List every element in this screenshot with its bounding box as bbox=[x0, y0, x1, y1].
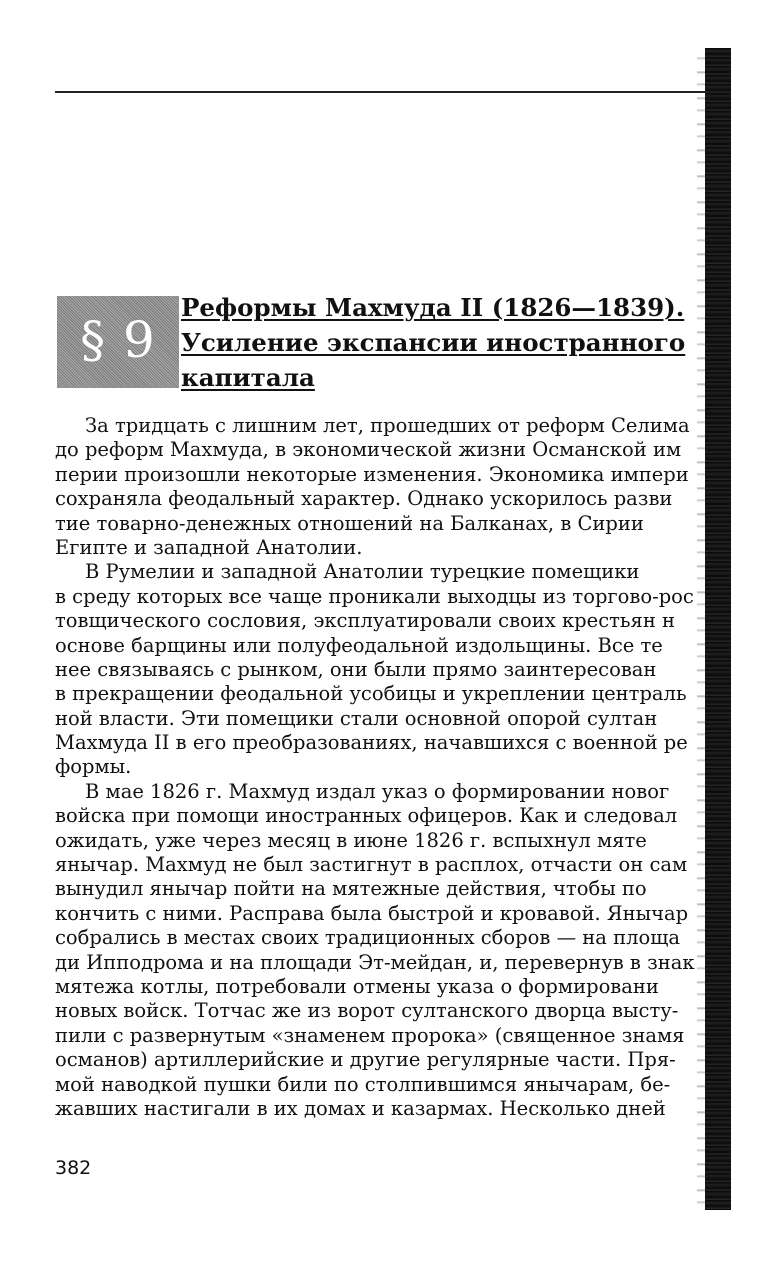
body-line: товщического сословия, эксплуатировали своих крестьян н bbox=[55, 609, 676, 633]
body-line: ожидать, уже через месяц в июне 1826 г. вспыхнул мяте bbox=[55, 828, 647, 852]
body-line: до реформ Махмуда, в экономической жизни Османской им bbox=[55, 438, 682, 462]
body-line: ди Ипподрома и на площади Эт-мейдан, и, перевернув в знак bbox=[55, 950, 695, 974]
body-line: перии произошли некоторые изменения. Экономика импери bbox=[55, 462, 689, 486]
body-line: Махмуда II в его преобразованиях, начавшихся с военной ре bbox=[55, 731, 688, 755]
body-line: османов) артиллерийские и другие регулярные части. Пря- bbox=[55, 1048, 676, 1072]
page-number: 382 bbox=[55, 1157, 92, 1179]
body-line: ной власти. Эти помещики стали основной опорой султан bbox=[55, 706, 658, 730]
body-line: нее связываясь с рынком, они были прямо заинтересован bbox=[55, 657, 657, 681]
body-line: собрались в местах своих традиционных сборов — на площа bbox=[55, 926, 680, 950]
body-line: жавших настигали в их домах и казармах. Несколько дней bbox=[55, 1096, 666, 1120]
section-title bbox=[181, 290, 701, 395]
section-title-line: капитала bbox=[181, 363, 315, 392]
body-line: основе барщины или полуфеодальной издольщины. Все те bbox=[55, 633, 663, 657]
body-line: янычар. Махмуд не был застигнут в расплох, отчасти он сам bbox=[55, 853, 688, 877]
body-line: пили с развернутым «знаменем пророка» (священное знамя bbox=[55, 1023, 685, 1047]
body-line: За тридцать с лишним лет, прошедших от реформ Селима bbox=[85, 414, 690, 437]
section-number: § 9 bbox=[80, 311, 156, 369]
body-line: В мае 1826 г. Махмуд издал указ о формировании новог bbox=[85, 779, 670, 803]
body-line: кончить с ними. Расправа была быстрой и кровавой. Янычар bbox=[55, 901, 689, 925]
body-line: Египте и западной Анатолии. bbox=[55, 535, 363, 559]
section-title-line: Реформы Махмуда II (1826—1839). bbox=[181, 293, 685, 322]
body-text bbox=[55, 414, 710, 1121]
body-line: сохраняла феодальный характер. Однако ускорилось разви bbox=[55, 487, 673, 511]
body-line: мятежа котлы, потребовали отмены указа о формировани bbox=[55, 974, 659, 998]
section-number-badge bbox=[57, 296, 179, 388]
section-title-line: Усиление экспансии иностранного bbox=[181, 328, 686, 357]
body-line: новых войск. Тотчас же из ворот султанского дворца высту- bbox=[55, 999, 679, 1023]
body-line: тие товарно-денежных отношений на Балканах, в Сирии bbox=[55, 511, 644, 535]
body-line: формы. bbox=[55, 755, 132, 779]
top-rule bbox=[55, 91, 710, 93]
body-line: в прекращении феодальной усобицы и укреплении централь bbox=[55, 682, 687, 706]
body-line: мой наводкой пушки били по столпившимся янычарам, бе- bbox=[55, 1072, 671, 1096]
body-line: вынудил янычар пойти на мятежные действия, чтобы по bbox=[55, 877, 647, 901]
body-line: в среду которых все чаще проникали выходцы из торгово-рос bbox=[55, 584, 694, 608]
body-line: В Румелии и западной Анатолии турецкие помещики bbox=[85, 560, 640, 584]
body-line: войска при помощи иностранных офицеров. Как и следовал bbox=[55, 804, 678, 828]
